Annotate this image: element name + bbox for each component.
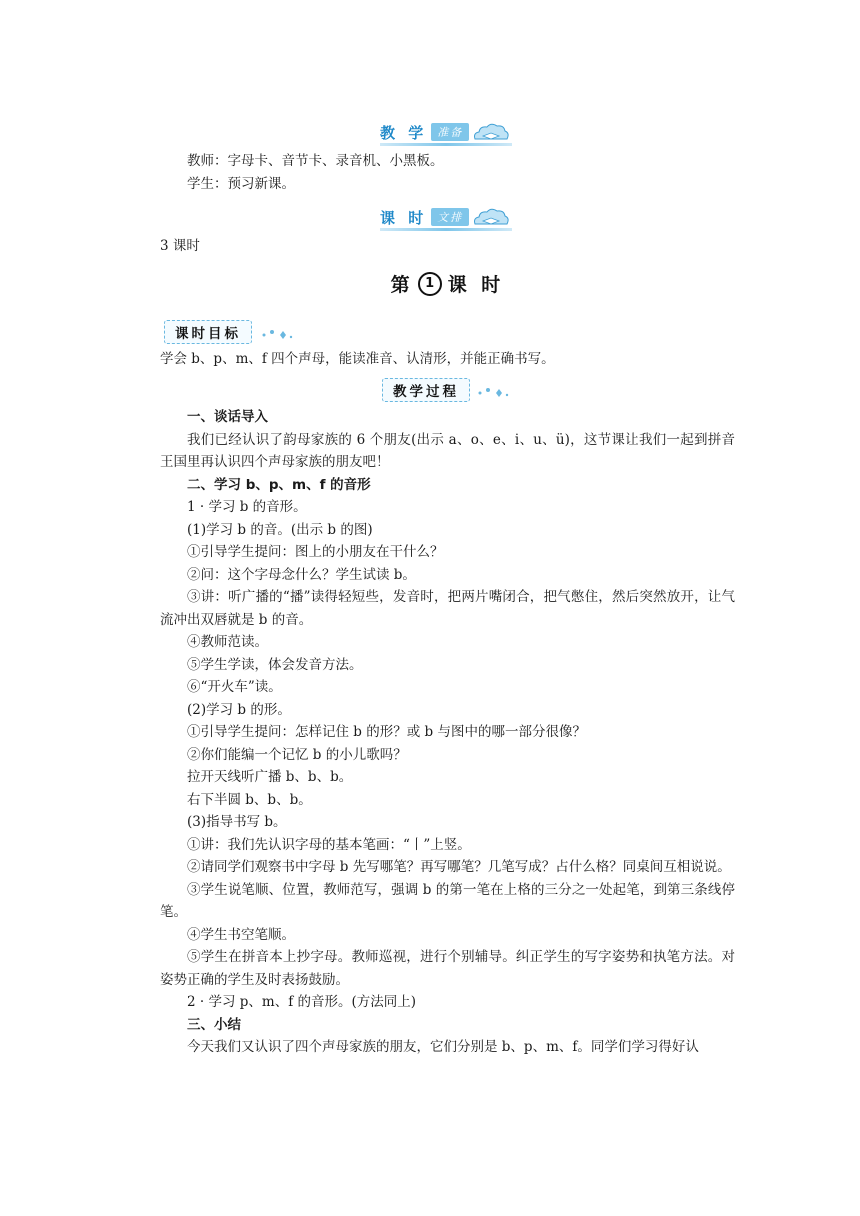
paragraph-line: 拉开天线听广播 b、b、b。	[187, 769, 353, 785]
prep-teacher-line: 教师：字母卡、音节卡、录音机、小黑板。	[187, 153, 444, 169]
paragraph-line: (1)学习 b 的音。(出示 b 的图)	[187, 521, 373, 538]
paragraph-line: ⑤学生在拼音本上抄字母。教师巡视，进行个别辅导。纠正学生的写字姿势和执笔方法。对姿势正确的学生及时表扬鼓励。	[160, 949, 735, 988]
schedule-banner-tag: 文排	[431, 208, 469, 226]
schedule-banner	[160, 199, 735, 233]
objective-heading-box	[160, 316, 735, 346]
paragraph-line: (2)学习 b 的形。	[187, 701, 291, 718]
schedule-hours: 3 课时	[160, 238, 200, 254]
paragraph-line: ④教师范读。	[187, 634, 268, 650]
paragraph-line: ①讲：我们先认识字母的基本笔画：“丨”上竖。	[187, 836, 471, 853]
paragraph-line: 我们已经认识了韵母家族的 6 个朋友(出示 a、o、e、i、u、ü)，这节课让我们一起到拼音王国里再认识四个声母家族的朋友吧！	[160, 431, 735, 470]
schedule-banner-title: 课 时	[380, 208, 428, 227]
paragraph-line: ②请同学们观察书中字母 b 先写哪笔？再写哪笔？几笔写成？占什么格？同桌间互相说说。	[187, 859, 731, 875]
paragraph-line: 右下半圆 b、b、b。	[187, 791, 312, 808]
paragraph-line: ③学生说笔顺、位置，教师范写，强调 b 的第一笔在上格的三分之一处起笔，到第三条线停笔。	[160, 881, 735, 920]
section-heading: 一、谈话导入	[187, 409, 268, 425]
paragraph-line: ①引导学生提问：图上的小朋友在干什么？	[187, 544, 444, 560]
paragraph-line: 2 · 学习 p、m、f 的音形。(方法同上)	[187, 994, 417, 1010]
document-page	[160, 110, 735, 1059]
paragraph-line: ②问：这个字母念什么？学生试读 b。	[187, 566, 416, 583]
paragraph-line: 今天我们又认识了四个声母家族的朋友，它们分别是 b、p、m、f。同学们学习得好认	[187, 1039, 699, 1055]
section-heading: 三、小结	[187, 1016, 241, 1033]
prep-banner-underline	[380, 143, 512, 146]
objective-heading: 课时目标	[164, 320, 252, 344]
cloud-book-icon	[471, 206, 511, 228]
paragraph-line: ⑥“开火车”读。	[187, 679, 282, 695]
process-heading: 教学过程	[382, 378, 470, 402]
paragraph-line: ⑤学生学读，体会发音方法。	[187, 656, 363, 673]
paragraph-line: 1 · 学习 b 的音形。	[187, 499, 307, 515]
cloud-book-icon	[471, 121, 511, 143]
lesson-title	[160, 262, 735, 306]
schedule-banner-underline	[380, 228, 512, 231]
paragraph-line: ③讲：听广播的“播”读得轻短些，发音时，把两片嘴闭合，把气憋住，然后突然放开，让气流冲出双唇就是 b 的音。	[160, 589, 735, 628]
paragraph-line: ②你们能编一个记忆 b 的小儿歌吗？	[187, 746, 407, 763]
lesson-title-prefix: 第	[390, 274, 414, 296]
prep-student-line: 学生：预习新课。	[187, 175, 295, 192]
paragraph-line: (3)指导书写 b。	[187, 814, 287, 830]
process-body	[160, 406, 735, 1059]
process-heading-box	[160, 374, 735, 404]
lesson-title-suffix: 课 时	[447, 274, 505, 296]
prep-banner	[160, 114, 735, 148]
paragraph-line: ④学生书空笔顺。	[187, 926, 295, 943]
prep-banner-tag: 准备	[431, 123, 469, 141]
section-heading: 二、学习 b、p、m、f 的音形	[187, 476, 371, 493]
lesson-number-badge: 1	[418, 272, 442, 296]
paragraph-line: ①引导学生提问：怎样记住 b 的形？或 b 与图中的哪一部分很像？	[187, 724, 586, 740]
prep-banner-title: 教 学	[380, 123, 428, 142]
sparkle-dots-icon	[476, 386, 510, 400]
sparkle-dots-icon	[260, 328, 294, 342]
objective-text: 学会 b、p、m、f 四个声母，能读准音、认清形，并能正确书写。	[160, 350, 555, 367]
